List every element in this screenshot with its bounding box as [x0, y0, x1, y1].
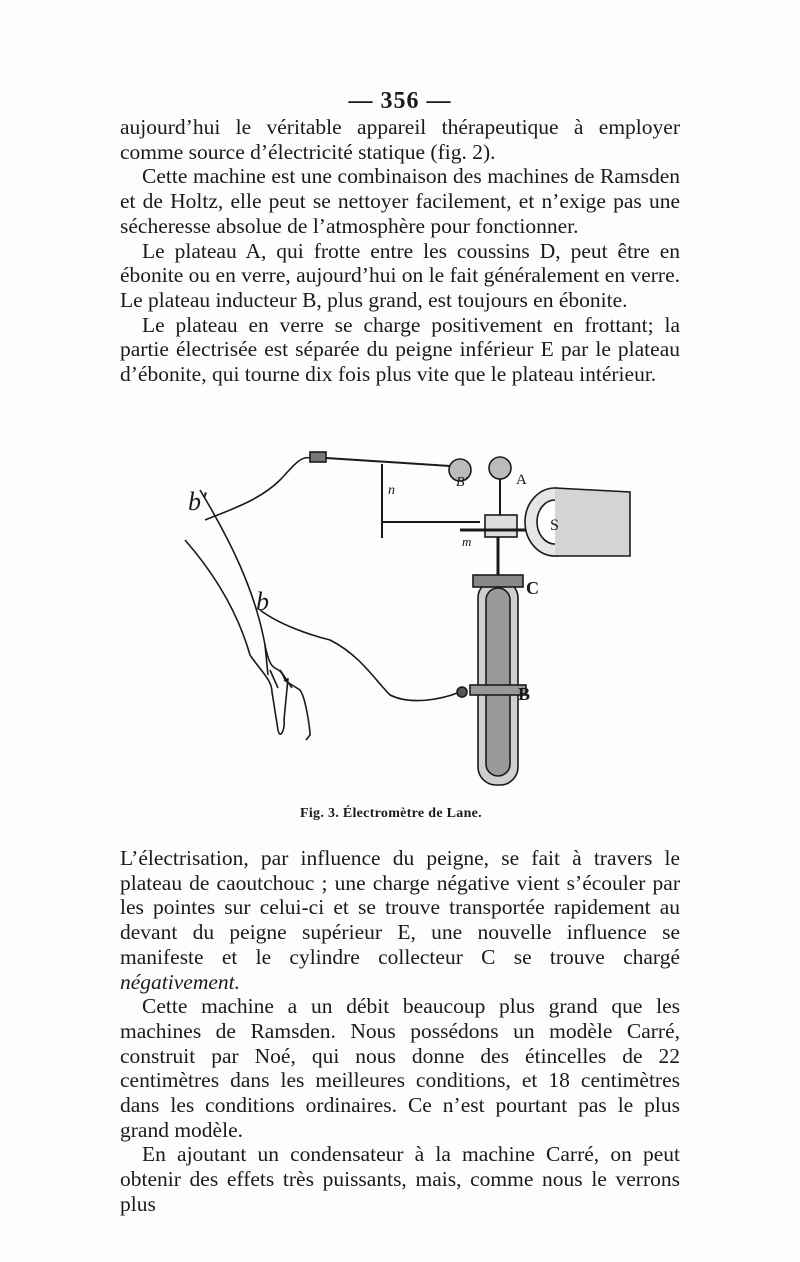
label-m: m	[462, 534, 472, 549]
hand-outline	[250, 655, 288, 734]
paragraph	[120, 846, 680, 994]
wire	[205, 458, 310, 520]
figure-electrometer	[160, 430, 640, 830]
paragraph: Le plateau A, qui frotte entre les coussins D, peut être en ébonite ou en verre, aujourd’hui on le fait généralement en verre. Le plateau inducteur B, plus grand, est toujours en ébonite.	[120, 238, 680, 312]
wire-terminal	[457, 687, 467, 697]
jar-collar	[473, 575, 523, 587]
label-c: C	[526, 578, 539, 598]
electrometer-illustration	[160, 430, 640, 830]
hand-outline	[284, 680, 310, 740]
paragraph: Cette machine a un débit beaucoup plus grand que les machines de Ramsden. Nous possédons un modèle Carré, construit par Noé, qui nous donne des étincelles de 22 centimètres dans les meilleures conditions, et 18 centimètres dans les conditions ordinaires. Ce n’est pourtant pas le plus grand modèle.	[120, 994, 680, 1142]
label-b-prime-left: b′	[188, 487, 207, 516]
electrode-rod	[326, 458, 450, 466]
figure-caption: Fig. 3. Électromètre de Lane.	[300, 806, 482, 821]
text-block-bottom	[120, 846, 680, 1217]
paragraph: aujourd’hui le véritable appareil thérapeutique à employer comme source d’électricité statique (fig. 2).	[120, 115, 680, 164]
label-a: A	[516, 472, 527, 488]
disc-housing	[555, 488, 630, 556]
arm-outline	[200, 490, 285, 680]
text-block-top	[120, 115, 680, 387]
label-b-prime: B′	[456, 475, 468, 490]
page-number: — 356 —	[348, 88, 452, 114]
paragraph: En ajoutant un condensateur à la machine Carré, on peut obtenir des effets très puissants, mais, comme nous le verrons plus	[120, 1142, 680, 1216]
jar-inner	[486, 588, 510, 776]
label-b-left: b	[256, 587, 269, 616]
arm-outline	[185, 540, 250, 655]
emphasis: négativement.	[120, 969, 240, 994]
electrode-clamp	[310, 452, 326, 462]
label-n: n	[388, 483, 395, 498]
paragraph-text: L’électrisation, par influence du peigne, se fait à travers le plateau de caoutchouc ; une charge négative vient s’écouler par les pointes sur celui-ci et se trouve transportée rapidement au devant du peigne supérieur E, une nouvelle influence se manifeste et le cylindre collecteur C se trouve chargé	[120, 846, 680, 969]
label-s: S	[550, 517, 559, 534]
wire	[260, 610, 460, 701]
paragraph: Le plateau en verre se charge positivement en frottant; la partie électrisée est séparée du peigne inférieur E par le plateau d’ébonite, qui tourne dix fois plus vite que le plateau intérieur.	[120, 312, 680, 387]
paragraph: Cette machine est une combinaison des machines de Ramsden et de Holtz, elle peut se nettoyer facilement, et n’exige pas une sécheresse absolue de l’atmosphère pour fonctionner.	[120, 164, 680, 238]
label-b: B	[518, 684, 531, 704]
jar-cap	[485, 515, 517, 537]
ball-a	[489, 457, 511, 479]
